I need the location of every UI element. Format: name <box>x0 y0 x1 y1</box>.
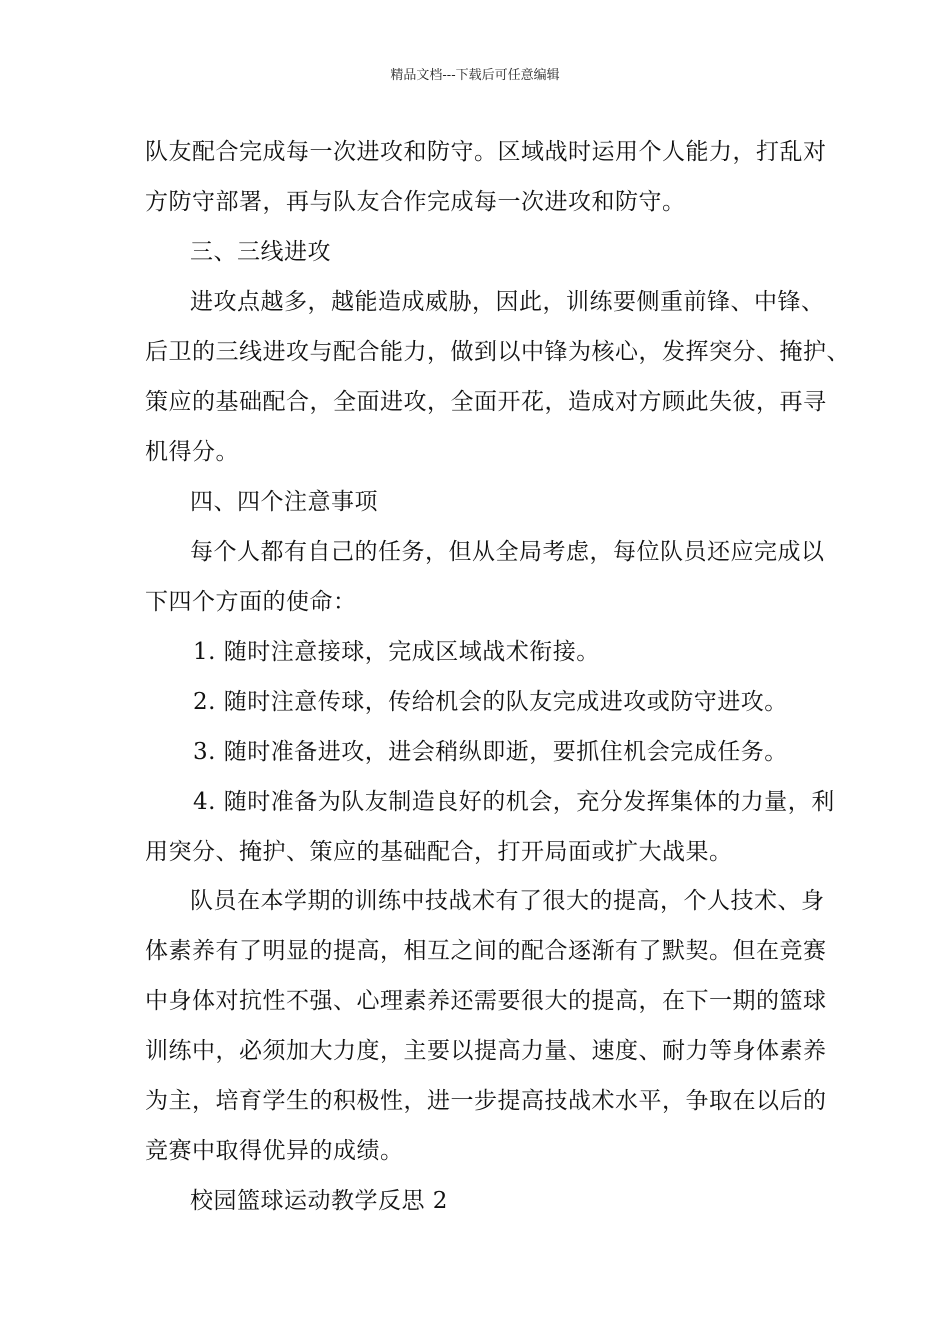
list-item: 1. 随时注意接球，完成区域战术衔接。 <box>193 639 600 665</box>
list-item: 4. 随时准备为队友制造良好的机会，充分发挥集体的力量，利 <box>193 789 835 815</box>
paragraph-line: 下四个方面的使命： <box>145 589 357 615</box>
paragraph-line: 策应的基础配合，全面进攻，全面开花，造成对方顾此失彼，再寻 <box>145 389 827 415</box>
section-heading: 校园篮球运动教学反思 2 <box>190 1188 448 1214</box>
paragraph-line: 机得分。 <box>145 439 239 465</box>
section-heading: 四、四个注意事项 <box>190 489 378 515</box>
paragraph-line: 进攻点越多，越能造成威胁，因此，训练要侧重前锋、中锋、 <box>190 289 825 315</box>
paragraph-line: 队员在本学期的训练中技战术有了很大的提高，个人技术、身 <box>190 888 825 914</box>
paragraph-line: 体素养有了明显的提高，相互之间的配合逐渐有了默契。但在竞赛 <box>145 938 827 964</box>
paragraph-line: 队友配合完成每一次进攻和防守。区域战时运用个人能力，打乱对 <box>145 139 827 165</box>
paragraph-line: 用突分、掩护、策应的基础配合，打开局面或扩大战果。 <box>145 839 733 865</box>
paragraph-line: 方防守部署，再与队友合作完成每一次进攻和防守。 <box>145 189 686 215</box>
paragraph-line: 竞赛中取得优异的成绩。 <box>145 1138 404 1164</box>
section-heading: 三、三线进攻 <box>190 239 331 265</box>
paragraph-line: 训练中，必须加大力度，主要以提高力量、速度、耐力等身体素养 <box>145 1038 827 1064</box>
paragraph-line: 为主，培育学生的积极性，进一步提高技战术水平，争取在以后的 <box>145 1088 827 1114</box>
paragraph-line: 每个人都有自己的任务，但从全局考虑，每位队员还应完成以 <box>190 539 825 565</box>
paragraph-line: 中身体对抗性不强、心理素养还需要很大的提高，在下一期的篮球 <box>145 988 827 1014</box>
list-item: 3. 随时准备进攻，进会稍纵即逝，要抓住机会完成任务。 <box>193 739 788 765</box>
list-item: 2. 随时注意传球，传给机会的队友完成进攻或防守进攻。 <box>193 689 788 715</box>
paragraph-line: 后卫的三线进攻与配合能力，做到以中锋为核心，发挥突分、掩护、 <box>145 339 850 365</box>
page-header: 精品文档---下载后可任意编辑 <box>390 68 560 83</box>
